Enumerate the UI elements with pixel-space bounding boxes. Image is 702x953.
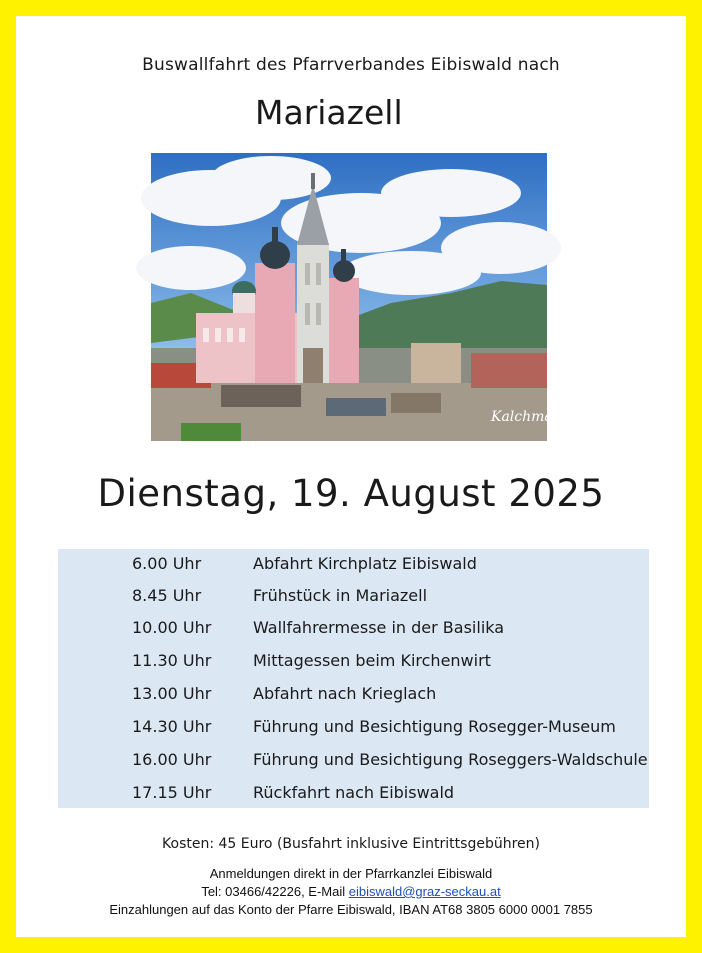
schedule-time: 8.45 Uhr bbox=[132, 586, 202, 605]
schedule-description: Mittagessen beim Kirchenwirt bbox=[253, 651, 491, 670]
schedule-time: 10.00 Uhr bbox=[132, 618, 212, 637]
cost-line: Kosten: 45 Euro (Busfahrt inklusive Eintrittsgebühren) bbox=[162, 836, 540, 852]
schedule-time: 14.30 Uhr bbox=[132, 717, 212, 736]
schedule-time: 11.30 Uhr bbox=[132, 651, 212, 670]
schedule-description: Führung und Besichtigung Roseggers-Waldschule bbox=[253, 750, 648, 769]
flyer-subtitle: Buswallfahrt des Pfarrverbandes Eibiswald nach bbox=[142, 55, 560, 75]
basilica-illustration bbox=[151, 153, 571, 441]
schedule-table bbox=[58, 549, 649, 808]
schedule-description: Abfahrt Kirchplatz Eibiswald bbox=[253, 554, 477, 573]
schedule-description: Rückfahrt nach Eibiswald bbox=[253, 783, 455, 802]
payment-line: Einzahlungen auf das Konto der Pfarre Eibiswald, IBAN AT68 3805 6000 0001 7855 bbox=[109, 902, 593, 917]
schedule-description: Wallfahrermesse in der Basilika bbox=[253, 618, 505, 637]
flyer-title: Mariazell bbox=[255, 93, 403, 132]
schedule-time: 13.00 Uhr bbox=[132, 684, 212, 703]
email-link[interactable]: eibiswald@graz-seckau.at bbox=[348, 884, 501, 899]
photographer-signature: Kalchmann bbox=[491, 409, 571, 425]
registration-line: Anmeldungen direkt in der Pfarrkanzlei Eibiswald bbox=[209, 866, 493, 881]
schedule-time: 17.15 Uhr bbox=[132, 783, 212, 802]
schedule-description: Frühstück in Mariazell bbox=[253, 586, 428, 605]
event-date: Dienstag, 19. August 2025 bbox=[97, 472, 605, 515]
schedule-description: Führung und Besichtigung Rosegger-Museum bbox=[253, 717, 616, 736]
basilica-photo bbox=[151, 153, 571, 441]
contact-line bbox=[0, 884, 702, 899]
schedule-time: 16.00 Uhr bbox=[132, 750, 212, 769]
schedule-time: 6.00 Uhr bbox=[132, 554, 202, 573]
schedule-description: Abfahrt nach Krieglach bbox=[253, 684, 437, 703]
phone-text: Tel: 03466/42226, E-Mail bbox=[201, 884, 349, 899]
